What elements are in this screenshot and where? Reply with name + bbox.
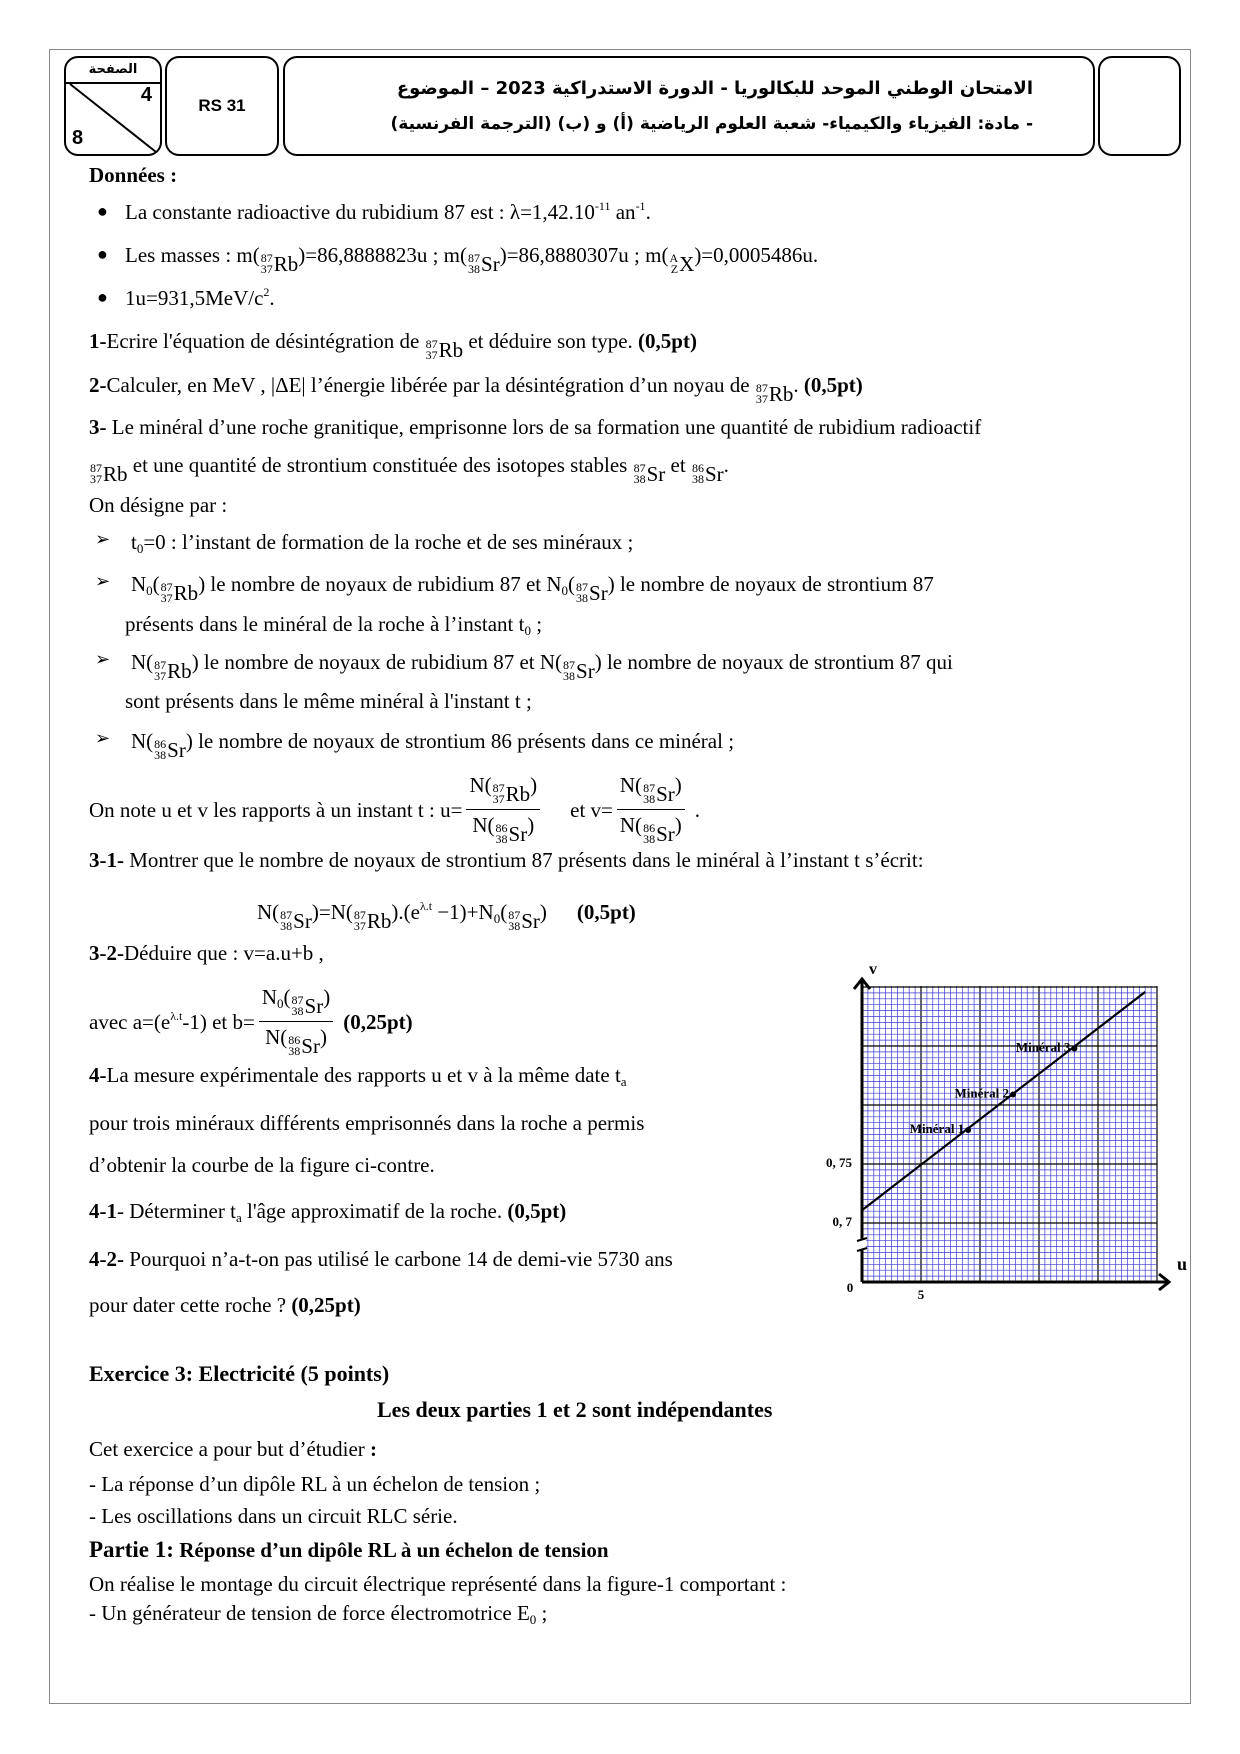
question-3: 3- Le minéral d’une roche granitique, emprisonne lors de sa formation une quantité de rubidium radioactif: [89, 415, 982, 439]
mass-number: 86: [495, 821, 508, 835]
point-label: Minéral 1: [909, 1120, 965, 1136]
page-current: 4: [140, 84, 152, 106]
data-point: [1071, 1046, 1077, 1052]
atomic-number: 38: [280, 919, 293, 933]
mass-number: 86: [288, 1033, 301, 1047]
point-label: Minéral 3: [1015, 1039, 1071, 1055]
element-symbol: Rb: [505, 782, 531, 806]
element-symbol: Rb: [273, 252, 299, 276]
part-1-title: Partie 1: Réponse d’un dipôle RL à un échelon de tension: [89, 1537, 609, 1562]
nuclide-sr87: [642, 781, 675, 807]
question-3-cont: 87 37 Rb et une quantité de strontium constituée des isotopes stables 87 38 Sr et 86 38 Sr .: [90, 453, 729, 486]
mass-number: 87: [154, 658, 167, 672]
element-symbol: Sr: [656, 822, 675, 846]
goal-item-1: - La réponse d’un dipôle RL à un échelon de tension ;: [89, 1472, 541, 1496]
element-symbol: Sr: [304, 994, 324, 1018]
nuclide-sr86: [691, 461, 724, 487]
question-3-1: 3-1- Montrer que le nombre de noyaux de strontium 87 présents dans le minéral à l’instant t s’écrit:: [89, 848, 924, 872]
mass-number: 86: [691, 461, 704, 475]
nuclide-sr86: [642, 821, 675, 847]
atomic-number: 37: [425, 348, 438, 362]
nuclide-rb87: [89, 461, 128, 487]
question-4-2-cont: pour dater cette roche ? (0,25pt): [89, 1293, 361, 1317]
bullet-icon: ●: [97, 244, 108, 264]
mass-number: 87: [492, 781, 505, 795]
question-3-2: 3-2-Déduire que : v=a.u+b ,: [89, 941, 324, 965]
nuclide-sr87: [279, 908, 312, 934]
atomic-number: 38: [643, 792, 656, 806]
question-1: 1-Ecrire l'équation de désintégration de 87 37 Rb et déduire son type. (0,5pt): [89, 329, 697, 362]
element-symbol: Sr: [521, 909, 540, 933]
element-symbol: Rb: [167, 659, 192, 683]
element-symbol: Sr: [293, 909, 312, 933]
circuit-description: On réalise le montage du circuit électrique représenté dans la figure-1 comportant :: [89, 1572, 787, 1596]
atomic-number: 38: [633, 472, 646, 486]
def-n0: $N_0$( 87 37 Rb ) le nombre de noyaux de rubidium 87 et $N_0$( 87 38 Sr ) le nombre de noyaux de strontium 87: [131, 572, 934, 605]
mass-number: 87: [425, 337, 438, 351]
element-symbol: Sr: [646, 462, 666, 486]
def-t0: $t_0=0$ : l’instant de formation de la roche et de ses minéraux ;: [131, 530, 634, 556]
element-symbol: Sr: [589, 581, 608, 605]
atomic-number: 38: [468, 262, 481, 276]
mass-number: 87: [468, 251, 481, 265]
arrow-bullet-icon: ➢: [95, 529, 111, 550]
exercise-3-title: Exercice 3: Electricité (5 points): [89, 1361, 390, 1386]
page-total: 8: [72, 127, 84, 149]
mass-number: 87: [353, 908, 366, 922]
nuclide-rb87: [425, 337, 464, 363]
mass-number: 87: [160, 580, 173, 594]
nuclide-rb87: [160, 580, 199, 606]
a-definition: avec $a=(e^{\lambda.t}-1)$ et b=: [89, 1008, 255, 1034]
a-b-definition: avec $a=(e^{\lambda.t}-1)$ et b= $N_0$( 87 38 Sr ) N( 86 38 Sr ) (0,25pt): [89, 985, 413, 1058]
mass-number: 87: [280, 908, 293, 922]
x-axis-label: u: [1176, 1254, 1188, 1274]
nuclide-rb87: [153, 658, 192, 684]
element-symbol: Sr: [656, 782, 675, 806]
data-unit: $1u=931,5MeV/c^2$.: [125, 285, 275, 310]
nuclide-rb87: [260, 251, 299, 277]
def-sr86: N( 86 38 Sr ) le nombre de noyaux de strontium 86 présents dans ce minéral ;: [131, 729, 735, 762]
def-n: N( 87 37 Rb ) le nombre de noyaux de rubidium 87 et N( 87 38 Sr ) le nombre de noyaux de strontium 87 qui: [131, 650, 953, 683]
bullet-icon: ●: [97, 201, 108, 221]
atomic-number: 38: [508, 919, 521, 933]
question-4-1: 4-1- Déterminer $t_a$ l'âge approximatif de la roche. (0,5pt): [89, 1199, 567, 1225]
exponent-lambda-t: λ.t: [170, 1008, 183, 1023]
atomic-number: 37: [353, 919, 366, 933]
nuclide-sr86: [495, 821, 528, 847]
atomic-number: Z: [670, 262, 679, 276]
atomic-number: 37: [160, 591, 173, 605]
atomic-number: 37: [90, 472, 102, 486]
atomic-number: 37: [755, 392, 768, 406]
nuclide-sr86: [287, 1033, 320, 1059]
arrow-bullet-icon: ➢: [95, 571, 111, 592]
atomic-number: 38: [288, 1044, 301, 1058]
nuclide-sr87: [575, 580, 608, 606]
page-number-box: [64, 56, 162, 156]
element-symbol: Sr: [576, 659, 595, 683]
data-point: [1010, 1092, 1016, 1098]
exercise-goal: Cet exercice a pour but d’étudier :: [89, 1437, 378, 1461]
nuclide-rb87: [353, 908, 392, 934]
designe-intro: On désigne par :: [89, 493, 228, 517]
mass-number: 87: [633, 461, 646, 475]
mass-number: 87: [90, 461, 102, 475]
element-symbol: Sr: [301, 1034, 320, 1058]
element-symbol: Rb: [768, 382, 794, 406]
ratios-definition: On note u et v les rapports à un instant t : u= N( 87 37 Rb ) N( 86 38 Sr ) et v= N( 87 38 Sr ) N( 86 38 Sr ) .: [89, 773, 700, 846]
atomic-number: 38: [563, 669, 576, 683]
mass-number: 87: [291, 993, 304, 1007]
nuclide-sr87: [633, 461, 666, 487]
atomic-number: 37: [154, 669, 167, 683]
origin-label: 0: [846, 1280, 854, 1295]
y-tick-label: 0, 7: [832, 1214, 852, 1229]
atomic-number: 37: [492, 792, 505, 806]
question-4-cont2: d’obtenir la courbe de la figure ci-contre.: [89, 1153, 435, 1177]
element-symbol: Sr: [704, 462, 724, 486]
element-symbol: Rb: [173, 581, 199, 605]
question-4-2: 4-2- Pourquoi n’a-t-on pas utilisé le carbone 14 de demi-vie 5730 ans: [89, 1247, 673, 1271]
element-symbol: Rb: [438, 338, 464, 362]
u-v-chart: [800, 950, 1200, 1310]
data-point: [965, 1127, 971, 1133]
empty-header-box: [1098, 56, 1181, 156]
element-symbol: Sr: [508, 822, 528, 846]
v-fraction: N( 87 38 Sr ) N( 86 38 Sr ): [617, 772, 685, 847]
mass-number: 87: [563, 658, 576, 672]
atomic-number: 38: [154, 748, 167, 762]
mass-number: 87: [508, 908, 521, 922]
mass-number: 87: [643, 781, 656, 795]
exam-code: RS 31: [165, 56, 279, 156]
element-symbol: Rb: [103, 462, 128, 486]
atomic-number: 38: [495, 832, 508, 846]
mass-number: 87: [576, 580, 589, 594]
question-4-cont1: pour trois minéraux différents emprisonnés dans la roche a permis: [89, 1111, 645, 1135]
y-tick-label: 0, 75: [826, 1155, 852, 1170]
element-symbol: Rb: [366, 909, 392, 933]
parts-independent-note: Les deux parties 1 et 2 sont indépendantes: [377, 1397, 773, 1422]
nuclide-rb87: [492, 781, 531, 807]
nuclide-rb87: [755, 381, 794, 407]
element-symbol: Sr: [481, 252, 500, 276]
donnees-heading: Données :: [89, 163, 178, 187]
arrow-bullet-icon: ➢: [95, 649, 111, 670]
data-lambda: La constante radioactive du rubidium 87 est : $\lambda=1,42.10^{-11}$ $an^{-1}$.: [125, 199, 651, 224]
x-tick-label: 5: [917, 1287, 925, 1302]
b-fraction: $N_0$( 87 38 Sr ) N( 86 38 Sr ): [259, 984, 333, 1059]
goal-item-2: - Les oscillations dans un circuit RLC série.: [89, 1504, 458, 1528]
formula-sr87: N( 87 38 Sr )=N( 87 37 Rb )$.(e^{\lambda.t} -1)+N_0$( 87 38 Sr ) (0,5pt): [257, 899, 636, 933]
nuclide-sr86: [153, 737, 186, 763]
mass-number: 86: [643, 821, 656, 835]
u-fraction: N( 87 37 Rb ) N( 86 38 Sr ): [466, 772, 540, 847]
nuclide-sr87: [507, 908, 540, 934]
atomic-number: 38: [576, 591, 589, 605]
element-symbol: Sr: [167, 738, 186, 762]
atomic-number: 38: [291, 1004, 304, 1018]
exam-title-line1: الامتحان الوطني الموحد للبكالوريا - الدورة الاستدراكية 2023 – الموضوع: [396, 78, 1033, 99]
generator-item: - Un générateur de tension de force électromotrice $E_0$ ;: [89, 1601, 548, 1627]
question-4: 4-La mesure expérimentale des rapports u et v à la même date $t_a$: [89, 1063, 627, 1089]
y-axis-label: v: [869, 961, 877, 978]
page-label: الصفحة: [66, 58, 160, 84]
arrow-bullet-icon: ➢: [95, 728, 111, 749]
bullet-icon: ●: [97, 287, 108, 307]
atomic-number: 37: [260, 262, 273, 276]
nuclide-x: [668, 251, 694, 277]
question-2: 2-Calculer, en MeV , |ΔE| l’énergie libérée par la désintégration d’un noyau de 87 37 Rb . (0,5pt): [89, 373, 863, 406]
element-symbol: X: [679, 252, 695, 276]
mass-number: A: [669, 251, 679, 265]
data-masses: Les masses : m( 87 37 Rb )=86,8888823u ; m( 87 38 Sr )=86,8880307u ; m( A Z X )=0,0005486u.: [125, 243, 819, 276]
mass-number: 87: [755, 381, 768, 395]
atomic-number: 38: [643, 832, 656, 846]
nuclide-sr87: [467, 251, 500, 277]
exam-title-line2: - مادة: الفيزياء والكيمياء- شعبة العلوم الرياضية (أ) و (ب) (الترجمة الفرنسية): [390, 114, 1033, 134]
mass-number: 86: [154, 737, 167, 751]
exam-title-box: [283, 56, 1095, 156]
nuclide-sr87: [562, 658, 595, 684]
mass-number: 87: [260, 251, 273, 265]
atomic-number: 38: [691, 472, 704, 486]
def-n0-cont: présents dans le minéral de la roche à l’instant $t_0$ ;: [125, 612, 543, 638]
def-n-cont: sont présents dans le même minéral à l'instant t ;: [125, 689, 532, 713]
nuclide-sr87: [291, 993, 324, 1019]
point-label: Minéral 2: [954, 1085, 1010, 1101]
